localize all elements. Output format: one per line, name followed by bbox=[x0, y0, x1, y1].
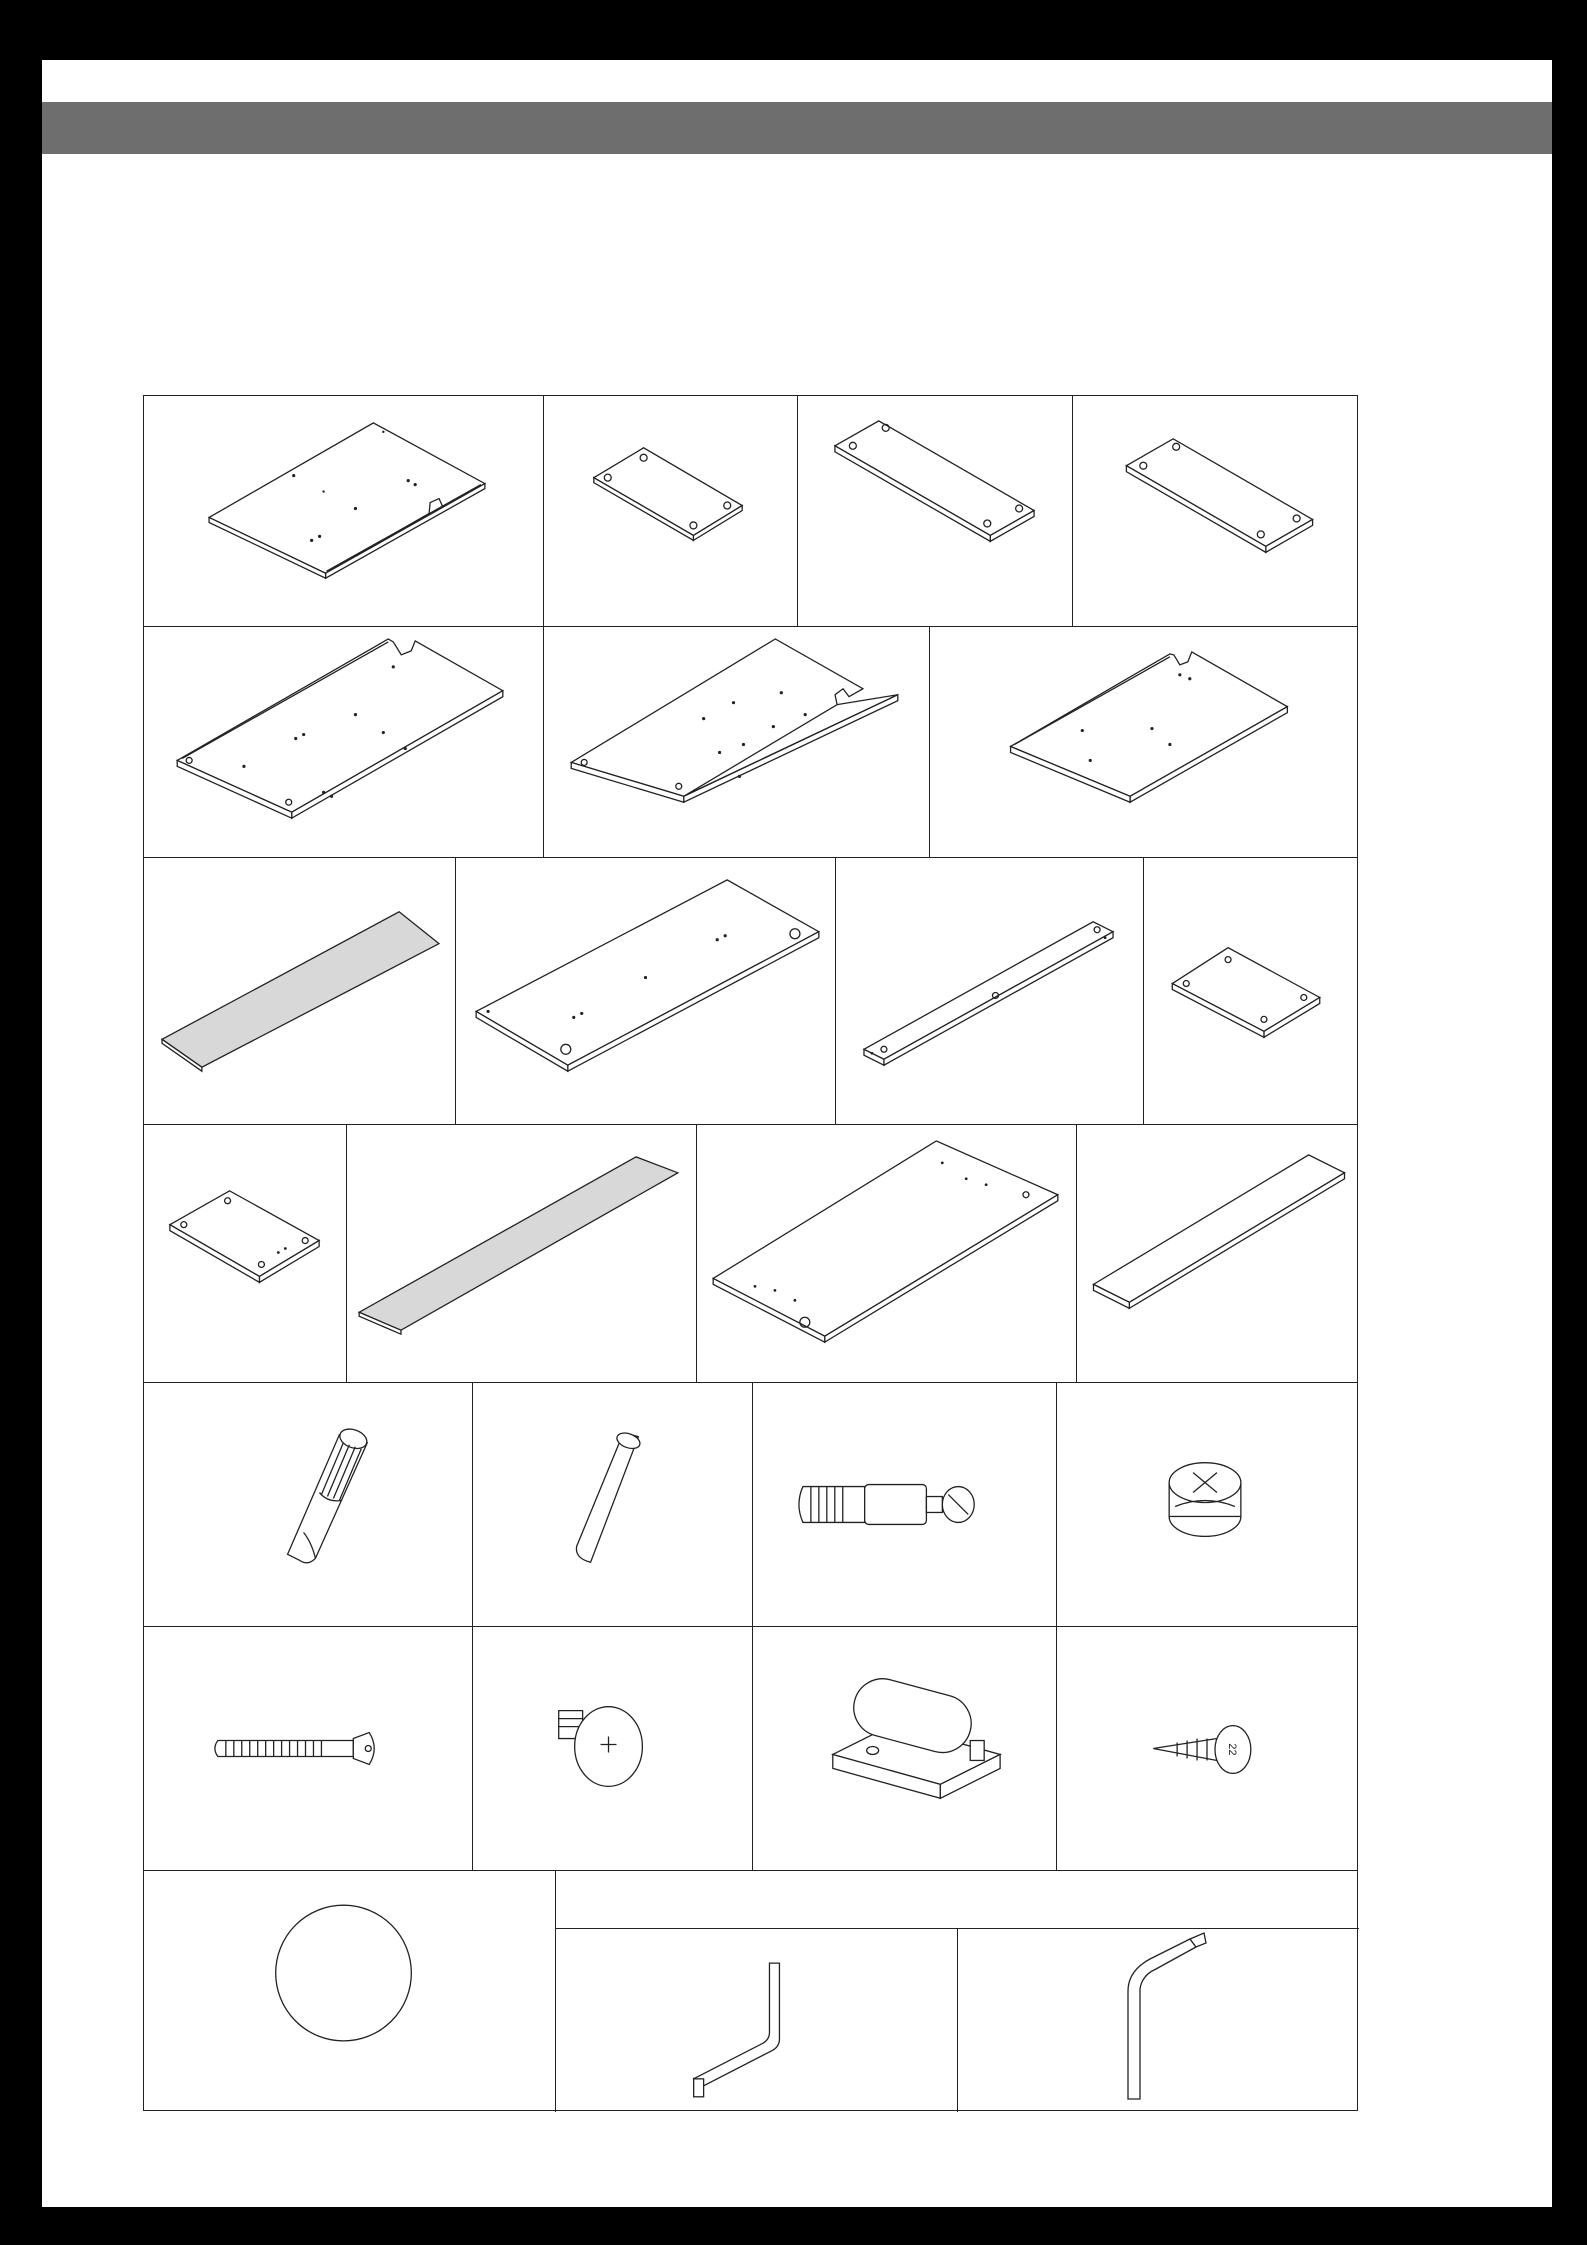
part-round-pad bbox=[144, 1871, 556, 2112]
wood-screw-head-mark: 22 bbox=[1225, 1743, 1238, 1756]
part-panel-long-narrow-2 bbox=[1073, 396, 1359, 626]
part-rail-narrow bbox=[836, 858, 1144, 1124]
wood-screw-icon bbox=[1057, 1627, 1359, 1870]
part-panel-large-notched bbox=[144, 396, 544, 626]
part-wooden-dowel-plain bbox=[473, 1383, 753, 1626]
panel-small-2-icon bbox=[1144, 858, 1359, 1124]
part-wooden-dowel-fluted bbox=[144, 1383, 473, 1626]
shelf-panel-long-icon bbox=[456, 858, 835, 1124]
panel-large-notched-icon bbox=[144, 396, 543, 626]
panel-small-3-icon bbox=[144, 1125, 346, 1382]
side-panel-left-icon bbox=[144, 627, 543, 857]
part-back-board-hardboard bbox=[144, 858, 456, 1124]
part-panel-small-2 bbox=[1144, 858, 1359, 1124]
parts-row-3 bbox=[144, 858, 1357, 1125]
screwdriver-key-icon bbox=[958, 1929, 1359, 2112]
part-panel-small bbox=[544, 396, 798, 626]
parts-row-4 bbox=[144, 1125, 1357, 1383]
magnetic-catch-icon bbox=[753, 1627, 1056, 1870]
part-confirmat-screw bbox=[144, 1627, 473, 1870]
parts-row-7 bbox=[144, 1871, 1357, 2112]
part-flat-head-screw bbox=[473, 1627, 753, 1870]
wooden-dowel-plain-icon bbox=[473, 1383, 752, 1626]
flat-head-screw-icon bbox=[473, 1627, 752, 1870]
allen-key-icon bbox=[556, 1929, 957, 2112]
tools-header bbox=[556, 1871, 1359, 1929]
parts-row-2 bbox=[144, 627, 1357, 858]
back-board-hardboard-2-icon bbox=[347, 1125, 696, 1382]
plank-narrow-icon bbox=[1077, 1125, 1359, 1382]
part-side-panel-left bbox=[144, 627, 544, 857]
part-cam-lock-nut bbox=[1057, 1383, 1359, 1626]
part-magnetic-catch bbox=[753, 1627, 1057, 1870]
rail-narrow-icon bbox=[836, 858, 1143, 1124]
side-panel-right-icon bbox=[930, 627, 1359, 857]
panel-long-narrow-2-icon bbox=[1073, 396, 1359, 626]
part-bottom-panel-long bbox=[697, 1125, 1077, 1382]
round-pad-icon bbox=[144, 1871, 555, 2112]
cam-bolt-icon bbox=[753, 1383, 1056, 1626]
confirmat-screw-icon bbox=[144, 1627, 472, 1870]
wooden-dowel-fluted-icon bbox=[144, 1383, 472, 1626]
part-wood-screw bbox=[1057, 1627, 1359, 1870]
parts-row-6 bbox=[144, 1627, 1357, 1871]
part-side-panel-center bbox=[544, 627, 930, 857]
panel-small-icon bbox=[544, 396, 797, 626]
part-side-panel-right bbox=[930, 627, 1359, 857]
cam-lock-nut-icon bbox=[1057, 1383, 1359, 1626]
part-cam-bolt bbox=[753, 1383, 1057, 1626]
part-back-board-hardboard-2 bbox=[347, 1125, 697, 1382]
bottom-panel-long-icon bbox=[697, 1125, 1076, 1382]
side-panel-center-icon bbox=[544, 627, 929, 857]
part-shelf-panel-long bbox=[456, 858, 836, 1124]
header-bar bbox=[42, 102, 1552, 154]
parts-list-grid bbox=[143, 395, 1358, 2111]
panel-long-narrow-icon bbox=[798, 396, 1072, 626]
parts-row-1 bbox=[144, 396, 1357, 627]
part-plank-narrow bbox=[1077, 1125, 1359, 1382]
part-panel-long-narrow bbox=[798, 396, 1073, 626]
tools-section bbox=[556, 1871, 1359, 2112]
part-screwdriver-key bbox=[958, 1929, 1359, 2112]
part-allen-key bbox=[556, 1929, 958, 2112]
back-board-hardboard-icon bbox=[144, 858, 455, 1124]
part-panel-small-3 bbox=[144, 1125, 347, 1382]
parts-row-5 bbox=[144, 1383, 1357, 1627]
